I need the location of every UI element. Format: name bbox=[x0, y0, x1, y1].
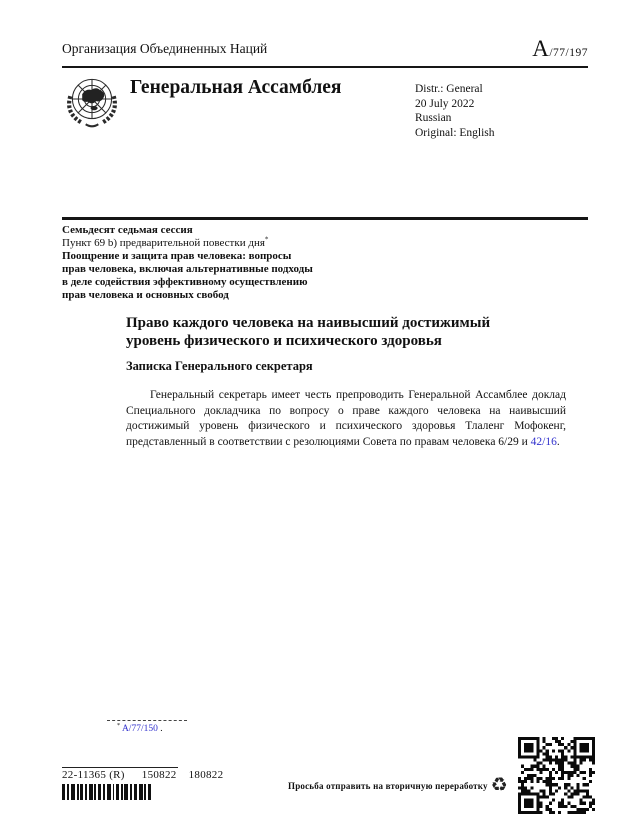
session-number: Семьдесят седьмая сессия bbox=[62, 224, 193, 236]
document-symbol-number: /77/197 bbox=[549, 47, 588, 59]
recycle-icon: ♻ bbox=[490, 774, 508, 796]
resolution-link[interactable]: 42/16 bbox=[530, 435, 557, 448]
job-number: 22-11365 (R) bbox=[62, 769, 125, 781]
language-line: Russian bbox=[415, 112, 452, 124]
section-rule bbox=[62, 217, 588, 220]
footnote-link[interactable]: A/77/150 bbox=[121, 724, 158, 734]
document-title: Право каждого человека на наивысший достижимый уровень физического и психического здоровья bbox=[126, 315, 491, 349]
recycle-text: Просьба отправить на вторичную переработку bbox=[288, 780, 488, 791]
footnote-marker: * bbox=[117, 722, 121, 729]
org-name: Организация Объединенных Наций bbox=[62, 41, 268, 56]
footnote-separator bbox=[107, 720, 187, 721]
header-rule bbox=[62, 66, 588, 68]
paragraph-text-end: . bbox=[556, 435, 560, 448]
agenda-item-text: Пункт 69 b) предварительной повестки дня bbox=[62, 237, 265, 249]
agenda-topic-line: прав человека и основных свобод bbox=[62, 289, 229, 301]
document-symbol-letter: A bbox=[532, 36, 550, 61]
barcode bbox=[62, 784, 176, 805]
footnote-suffix: . bbox=[157, 724, 163, 734]
body-paragraph bbox=[126, 388, 566, 450]
distr-line: Distr.: General bbox=[415, 83, 483, 95]
document-symbol bbox=[532, 36, 588, 62]
footnote-text bbox=[107, 724, 187, 734]
footer-rule bbox=[62, 767, 178, 768]
document-subtitle: Записка Генерального секретаря bbox=[126, 359, 313, 373]
agenda-topic-line: прав человека, включая альтернативные подходы bbox=[62, 263, 313, 275]
footer-date-1: 150822 bbox=[141, 769, 177, 781]
agenda-topic-line: Поощрение и защита прав человека: вопросы bbox=[62, 250, 292, 262]
agenda-footnote-marker: * bbox=[264, 235, 269, 244]
agenda-item bbox=[62, 237, 313, 250]
recycle-notice bbox=[288, 776, 508, 795]
paragraph-text: Генеральный секретарь имеет честь препроводить Генеральной Ассамблее доклад Специального докладчика по вопросу о праве каждого человека на наивысший достижимый уровень физического и психического здоровья Тлаленг Мофокенг, представленный в соответствии с резолюциями Совета по правам человека 6/29 и bbox=[126, 389, 566, 448]
assembly-title: Генеральная Ассамблея bbox=[130, 77, 342, 98]
un-emblem-icon bbox=[57, 71, 127, 146]
original-language-line: Original: English bbox=[415, 126, 495, 139]
qr-code bbox=[518, 737, 595, 819]
distribution-block bbox=[415, 82, 495, 140]
footnote bbox=[107, 720, 187, 734]
agenda-topic-line: в деле содействия эффективному осуществлению bbox=[62, 276, 308, 288]
footer-date-2: 180822 bbox=[188, 769, 224, 781]
session-block bbox=[62, 224, 313, 302]
date-line: 20 July 2022 bbox=[415, 97, 475, 110]
footer-job-number bbox=[62, 769, 223, 781]
